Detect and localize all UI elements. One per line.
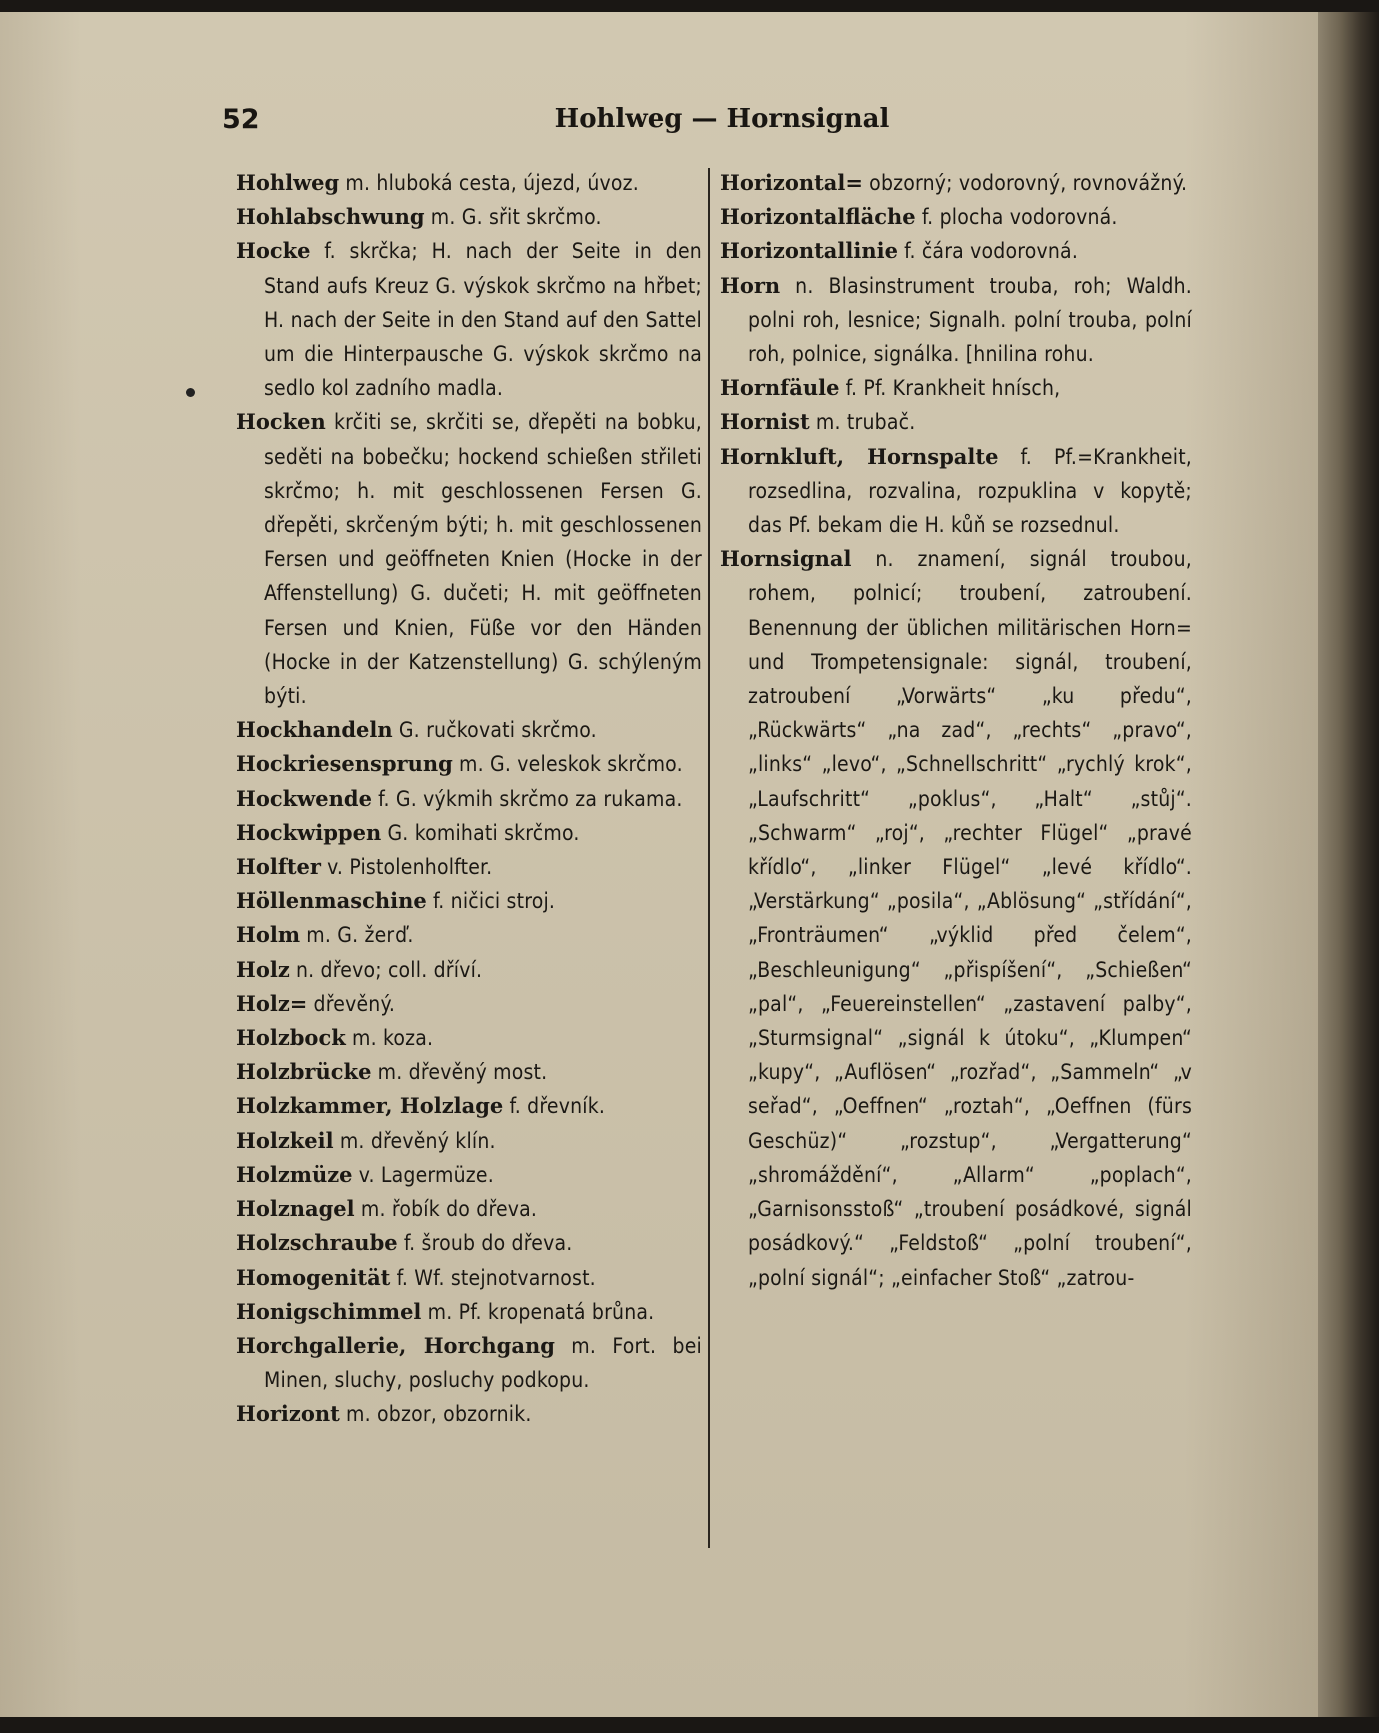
entry-headword: Holz=: [236, 990, 308, 1016]
dictionary-entry: [236, 850, 702, 884]
entry-definition: m. Fort. bei Minen, sluchy, posluchy podkopu.: [264, 1333, 703, 1393]
entry-definition: dřevěný.: [307, 991, 396, 1016]
entry-definition: m. dřevěný most.: [371, 1060, 548, 1085]
entry-definition: m. G. žerď.: [300, 923, 414, 948]
dictionary-entry: [236, 987, 702, 1021]
dictionary-entry: [236, 405, 702, 713]
book-spine-shadow: [1318, 12, 1379, 1717]
entry-definition: m. koza.: [345, 1026, 434, 1051]
dictionary-entry: [720, 166, 1192, 200]
dictionary-entry: [236, 1055, 702, 1089]
dictionary-entry: [236, 1226, 702, 1260]
entry-headword: Holzkammer, Holzlage: [236, 1093, 504, 1119]
entry-headword: Holzschraube: [236, 1230, 398, 1256]
dictionary-entry: [236, 884, 702, 918]
dictionary-entry: [236, 782, 702, 816]
entry-definition: m. řobík do dřeva.: [354, 1197, 538, 1222]
dictionary-entry: [236, 953, 702, 987]
entry-definition: m. obzor, obzornik.: [339, 1402, 532, 1427]
entry-headword: Holzbock: [236, 1025, 346, 1051]
entry-headword: Holzbrücke: [236, 1059, 372, 1085]
entry-definition: f. plocha vodorovná.: [915, 205, 1118, 230]
entry-definition: n. dřevo; coll. dříví.: [289, 957, 483, 982]
left-column: [236, 166, 702, 1432]
entry-headword: Holzkeil: [236, 1127, 334, 1153]
entry-headword: Hornfäule: [720, 375, 840, 401]
column-divider: [708, 168, 710, 1548]
dictionary-entry: [236, 166, 702, 200]
dictionary-entry: [236, 1158, 702, 1192]
entry-headword: Horizontallinie: [720, 238, 898, 264]
dictionary-entry: [236, 234, 702, 405]
entry-definition: f. G. výkmih skrčmo za rukama.: [371, 786, 683, 811]
dictionary-entry: [236, 816, 702, 850]
entry-definition: m. Pf. kropenatá brůna.: [421, 1299, 655, 1324]
entry-headword: Horizont: [236, 1401, 340, 1427]
entry-headword: Holzmüze: [236, 1161, 353, 1187]
dictionary-entry: [236, 1192, 702, 1226]
entry-headword: Horizontal=: [720, 170, 863, 195]
entry-headword: Hornist: [720, 409, 810, 435]
dictionary-entry: [236, 1124, 702, 1158]
entry-definition: f. skrčka; H. nach der Seite in den Stand aufs Kreuz G. výskok skrčmo na hřbet; H. nach der Seite in den Stand auf den Sattel um die Hinterpausche G. výskok skrčmo na sedlo kol zadního madla.: [264, 239, 702, 401]
entry-definition: m. trubač.: [809, 410, 916, 435]
dictionary-entry: [236, 1329, 702, 1397]
dictionary-entry: [720, 405, 1192, 439]
entry-definition: m. G. sřit skrčmo.: [424, 205, 602, 230]
page-number: 52: [222, 104, 260, 135]
dictionary-entry: [236, 918, 702, 952]
dictionary-entry: [720, 269, 1192, 372]
entry-headword: Hockwende: [236, 785, 372, 811]
entry-headword: Hocken: [236, 409, 326, 435]
entry-definition: m. G. veleskok skrčmo.: [452, 752, 683, 777]
entry-definition: f. ničici stroj.: [426, 889, 556, 914]
entry-headword: Hornkluft, Hornspalte: [720, 443, 999, 469]
entry-headword: Hohlabschwung: [236, 204, 425, 230]
entry-headword: Horizontalfläche: [720, 204, 916, 230]
entry-headword: Holfter: [236, 854, 321, 880]
entry-headword: Hockwippen: [236, 819, 382, 845]
page-header: [222, 104, 1222, 144]
dictionary-entry: [236, 1261, 702, 1295]
dictionary-entry: [236, 200, 702, 234]
dictionary-entry: [236, 1295, 702, 1329]
entry-headword: Hockhandeln: [236, 717, 393, 743]
entry-definition: f. Pf.=Krankheit, rozsedlina, rozvalina, rozpuklina v kopytě; das Pf. bekam die H. kůň se rozsednul.: [748, 444, 1193, 538]
entry-definition: f. čára vodorovná.: [897, 239, 1079, 264]
entry-headword: Höllenmaschine: [236, 888, 427, 914]
entry-headword: Hockriesensprung: [236, 751, 453, 777]
entry-definition: f. šroub do dřeva.: [397, 1231, 573, 1256]
dictionary-entry: [720, 200, 1192, 234]
entry-headword: Holz: [236, 956, 290, 982]
entry-definition: n. znamení, signál troubou, rohem, polnicí; troubení, zatroubení. Benennung der üblichen militärischen Horn= und Trompetensignale: signál, troubení, zatroubení „Vorwärts“ „ku předu“, „Rückwärts“ „na zad“, „rechts“ „pravo“, „links“ „levo“, „Schnellschritt“ „rychlý krok“, „Laufschritt“ „poklus“, „Halt“ „stůj“. „Schwarm“ „roj“, „rechter Flügel“ „pravé křídlo“, „linker Flügel“ „levé křídlo“. „Verstärkung“ „posila“, „Ablösung“ „střídání“, „Fronträumen“ „výklid před čelem“, „Beschleunigung“ „přispíšení“, „Schießen“ „pal“, „Feuereinstellen“ „zastavení palby“, „Sturmsignal“ „signál k útoku“, „Klumpen“ „kupy“, „Auflösen“ „rozřad“, „Sammeln“ „v seřad“, „Oeffnen“ „roztah“, „Oeffnen (fürs Geschüz)“ „rozstup“, „Vergatterung“ „shromáždění“, „Allarm“ „poplach“, „Garnisonsstoß“ „troubení posádkové, signál posádkový.“ „Feldstoß“ „polní troubení“, „polní signál“; „einfacher Stoß“ „zatrou-: [748, 547, 1192, 1290]
entry-definition: n. Blasinstrument trouba, roh; Waldh. polni roh, lesnice; Signalh. polní trouba, polní roh, polnice, signálka. [hnilina rohu.: [748, 273, 1192, 367]
entry-definition: f. Pf. Krankheit hnísch,: [839, 376, 1061, 401]
entry-definition: f. dřevník.: [503, 1094, 606, 1119]
entry-definition: krčiti se, skrčiti se, dřepěti na bobku, seděti na bobečku; hockend schießen střileti skrčmo; h. mit geschlossenen Fersen G. dřepěti, skrčeným býti; h. mit geschlossenen Fersen und geöffneten Knien (Hocke in der Affenstellung) G. dučeti; H. mit geöffneten Fersen und Knien, Füße vor den Händen (Hocke in der Katzenstellung) G. schýleným býti.: [264, 410, 702, 709]
entry-definition: v. Pistolenholfter.: [320, 855, 493, 880]
entry-headword: Hocke: [236, 238, 311, 264]
dictionary-entry: [236, 1021, 702, 1055]
entry-definition: m. dřevěný klín.: [333, 1128, 496, 1153]
entry-definition: obzorný; vodorovný, rovnovážný.: [862, 171, 1188, 195]
entry-headword: Homogenität: [236, 1264, 391, 1290]
dictionary-entry: [720, 542, 1192, 1294]
dictionary-entry: [720, 371, 1192, 405]
entry-definition: v. Lagermüze.: [352, 1162, 494, 1187]
entry-definition: f. Wf. stejnotvarnost.: [390, 1265, 596, 1290]
dictionary-entry: [720, 440, 1192, 543]
running-head: Hohlweg — Hornsignal: [554, 104, 890, 134]
right-column: [720, 166, 1192, 1295]
entry-headword: Horchgallerie, Horchgang: [236, 1332, 555, 1358]
entry-headword: Honigschimmel: [236, 1298, 422, 1324]
dictionary-entry: [720, 234, 1192, 268]
entry-definition: G. ručkovati skrčmo.: [392, 718, 597, 743]
entry-headword: Horn: [720, 272, 781, 298]
entry-headword: Holm: [236, 922, 301, 948]
dictionary-entry: [236, 747, 702, 781]
entry-headword: Hornsignal: [720, 546, 852, 572]
dictionary-entry: [236, 1397, 702, 1431]
entry-headword: Hohlweg: [236, 170, 340, 195]
margin-mark: [186, 388, 195, 397]
dictionary-entry: [236, 1089, 702, 1123]
entry-definition: m. hluboká cesta, újezd, úvoz.: [339, 171, 639, 195]
entry-headword: Holznagel: [236, 1196, 355, 1222]
dictionary-entry: [236, 713, 702, 747]
entry-definition: G. komihati skrčmo.: [381, 820, 580, 845]
